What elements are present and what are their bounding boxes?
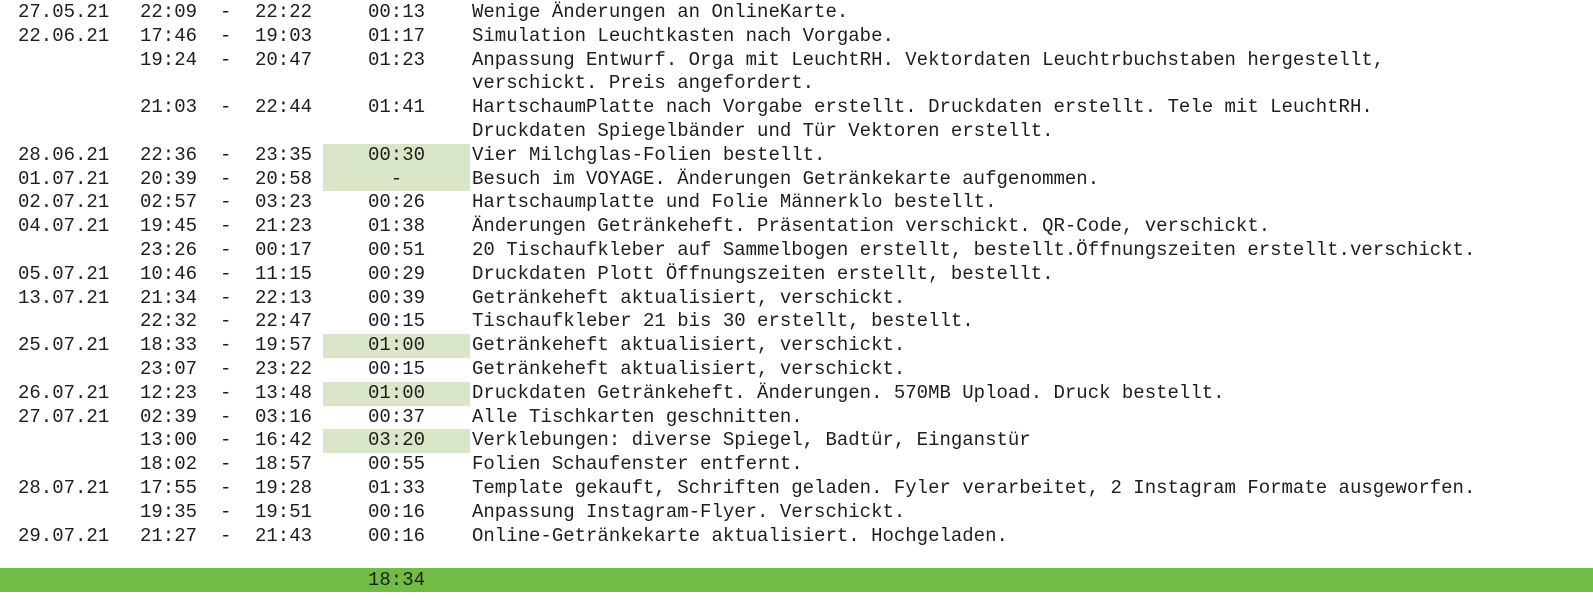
entry-duration: 00:39 [367,286,425,309]
log-row [0,287,1593,311]
entry-duration: 00:13 [367,1,425,23]
entry-separator: - [220,143,232,166]
entry-description: Folien Schaufenster entfernt. [472,453,803,476]
log-row [0,168,1593,192]
entry-end: 23:35 [255,143,313,166]
entry-duration: 00:15 [367,357,425,380]
entry-duration: 00:51 [367,238,425,261]
entry-date: 22.06.21 [18,24,110,47]
entry-description: Tischaufkleber 21 bis 30 erstellt, bestellt. [472,310,974,333]
entry-end: 22:22 [255,1,313,23]
log-row [0,25,1593,49]
entry-end: 22:44 [255,96,313,119]
entry-separator: - [220,48,232,71]
entry-end: 21:43 [255,524,313,547]
entry-end: 19:57 [255,334,313,357]
entry-date: 25.07.21 [18,334,110,357]
entry-end: 19:03 [255,24,313,47]
entry-start: 23:26 [140,238,198,261]
entry-description: Online-Getränkekarte aktualisiert. Hochgeladen. [472,524,1008,547]
entry-end: 16:42 [255,429,313,452]
entry-separator: - [220,286,232,309]
entry-description: Getränkeheft aktualisiert, verschickt. [472,334,906,357]
entry-description: Template gekauft, Schriften geladen. Fyler verarbeitet, 2 Instagram Formate ausgeworfen. [472,476,1476,499]
log-row [0,96,1593,144]
entry-date: 02.07.21 [18,191,110,214]
entry-end: 23:22 [255,357,313,380]
entry-end: 03:16 [255,405,313,428]
entry-date: 13.07.21 [18,286,110,309]
log-row [0,310,1593,334]
log-row [0,1,1593,25]
entry-description: Alle Tischkarten geschnitten. [472,405,803,428]
entry-start: 19:24 [140,48,198,71]
entry-separator: - [220,453,232,476]
entry-separator: - [220,381,232,404]
log-row [0,382,1593,406]
log-row [0,406,1593,430]
entry-date: 27.07.21 [18,405,110,428]
entry-description: Simulation Leuchtkasten nach Vorgabe. [472,24,894,47]
entry-duration: 01:23 [367,48,425,71]
entry-separator: - [220,310,232,333]
entry-end: 13:48 [255,381,313,404]
entry-end: 03:23 [255,191,313,214]
entry-date: 04.07.21 [18,215,110,238]
entry-date: 01.07.21 [18,167,110,190]
log-row [0,263,1593,287]
time-log [0,1,1593,548]
entry-separator: - [220,476,232,499]
entry-date: 28.07.21 [18,476,110,499]
entry-duration: 00:37 [367,405,425,428]
log-row [0,453,1593,477]
entry-end: 22:13 [255,286,313,309]
log-row [0,525,1593,549]
entry-start: 19:35 [140,500,198,523]
entry-start: 21:27 [140,524,198,547]
entry-start: 21:03 [140,96,198,119]
entry-date: 28.06.21 [18,143,110,166]
entry-end: 20:47 [255,48,313,71]
entry-start: 10:46 [140,262,198,285]
entry-end: 22:47 [255,310,313,333]
log-row [0,239,1593,263]
log-row [0,501,1593,525]
entry-duration: 01:33 [367,476,425,499]
entry-duration-highlighted: 03:20 [323,429,470,453]
log-row [0,429,1593,453]
entry-duration: 00:55 [367,453,425,476]
entry-separator: - [220,167,232,190]
entry-duration: 01:41 [367,96,425,119]
entry-start: 19:45 [140,215,198,238]
entry-start: 22:36 [140,143,198,166]
entry-description: Druckdaten Plott Öffnungszeiten erstellt, bestellt. [472,262,1054,285]
total-row [0,568,1593,592]
log-row [0,334,1593,358]
entry-date: 26.07.21 [18,381,110,404]
entry-duration: 00:26 [367,191,425,214]
log-row [0,358,1593,382]
entry-description: 20 Tischaufkleber auf Sammelbogen erstellt, bestellt.Öffnungszeiten erstellt.verschickt. [472,238,1476,261]
entry-separator: - [220,429,232,452]
entry-separator: - [220,524,232,547]
entry-separator: - [220,405,232,428]
entry-description: Druckdaten Getränkeheft. Änderungen. 570MB Upload. Druck bestellt. [472,381,1225,404]
entry-start: 23:07 [140,357,198,380]
entry-end: 19:28 [255,476,313,499]
entry-description: Besuch im VOYAGE. Änderungen Getränkekarte aufgenommen. [472,167,1100,190]
entry-start: 17:46 [140,24,198,47]
entry-date: 29.07.21 [18,524,110,547]
entry-separator: - [220,96,232,119]
entry-start: 13:00 [140,429,198,452]
entry-start: 22:32 [140,310,198,333]
entry-end: 11:15 [255,262,313,285]
entry-description: Anpassung Instagram-Flyer. Verschickt. [472,500,906,523]
entry-start: 18:02 [140,453,198,476]
log-row [0,144,1593,168]
entry-end: 00:17 [255,238,313,261]
entry-duration-highlighted: 01:00 [323,334,470,358]
log-row [0,477,1593,501]
entry-description: Verklebungen: diverse Spiegel, Badtür, Einganstür [472,429,1031,452]
entry-end: 18:57 [255,453,313,476]
entry-separator: - [220,191,232,214]
entry-separator: - [220,357,232,380]
log-row [0,215,1593,239]
entry-end: 19:51 [255,500,313,523]
entry-separator: - [220,215,232,238]
entry-date: 27.05.21 [18,1,110,23]
entry-duration: 00:15 [367,310,425,333]
entry-duration-highlighted: 01:00 [323,382,470,406]
entry-description: Getränkeheft aktualisiert, verschickt. [472,357,906,380]
entry-description: Änderungen Getränkeheft. Präsentation verschickt. QR-Code, verschickt. [472,215,1271,238]
entry-start: 17:55 [140,476,198,499]
entry-start: 22:09 [140,1,198,23]
entry-description: Hartschaumplatte und Folie Männerklo bestellt. [472,191,997,214]
entry-duration-highlighted: 00:30 [323,144,470,168]
entry-date: 05.07.21 [18,262,110,285]
entry-end: 21:23 [255,215,313,238]
log-row [0,49,1593,97]
entry-duration: 00:29 [367,262,425,285]
entry-duration-highlighted: - [323,168,470,192]
entry-start: 18:33 [140,334,198,357]
entry-start: 20:39 [140,167,198,190]
entry-start: 12:23 [140,381,198,404]
entry-duration: 00:16 [367,500,425,523]
entry-description: Wenige Änderungen an OnlineKarte. [472,1,849,23]
entry-duration: 00:16 [367,524,425,547]
entry-separator: - [220,262,232,285]
log-row [0,191,1593,215]
entry-separator: - [220,238,232,261]
entry-description: Anpassung Entwurf. Orga mit LeuchtRH. Vektordaten Leuchtrbuchstaben hergestellt, verschickt. Preis angefordert. [472,48,1385,95]
entry-description: HartschaumPlatte nach Vorgabe erstellt. Druckdaten erstellt. Tele mit LeuchtRH. Druckdaten Spiegelbänder und Tür Vektoren erstellt. [472,96,1373,142]
entry-description: Getränkeheft aktualisiert, verschickt. [472,286,906,309]
entry-duration: 01:17 [367,24,425,47]
entry-separator: - [220,1,232,23]
entry-start: 02:39 [140,405,198,428]
total-duration: 18:34 [367,569,425,591]
entry-duration: 01:38 [367,215,425,238]
entry-description: Vier Milchglas-Folien bestellt. [472,143,826,166]
entry-start: 21:34 [140,286,198,309]
entry-separator: - [220,334,232,357]
entry-separator: - [220,500,232,523]
entry-start: 02:57 [140,191,198,214]
entry-separator: - [220,24,232,47]
entry-end: 20:58 [255,167,313,190]
